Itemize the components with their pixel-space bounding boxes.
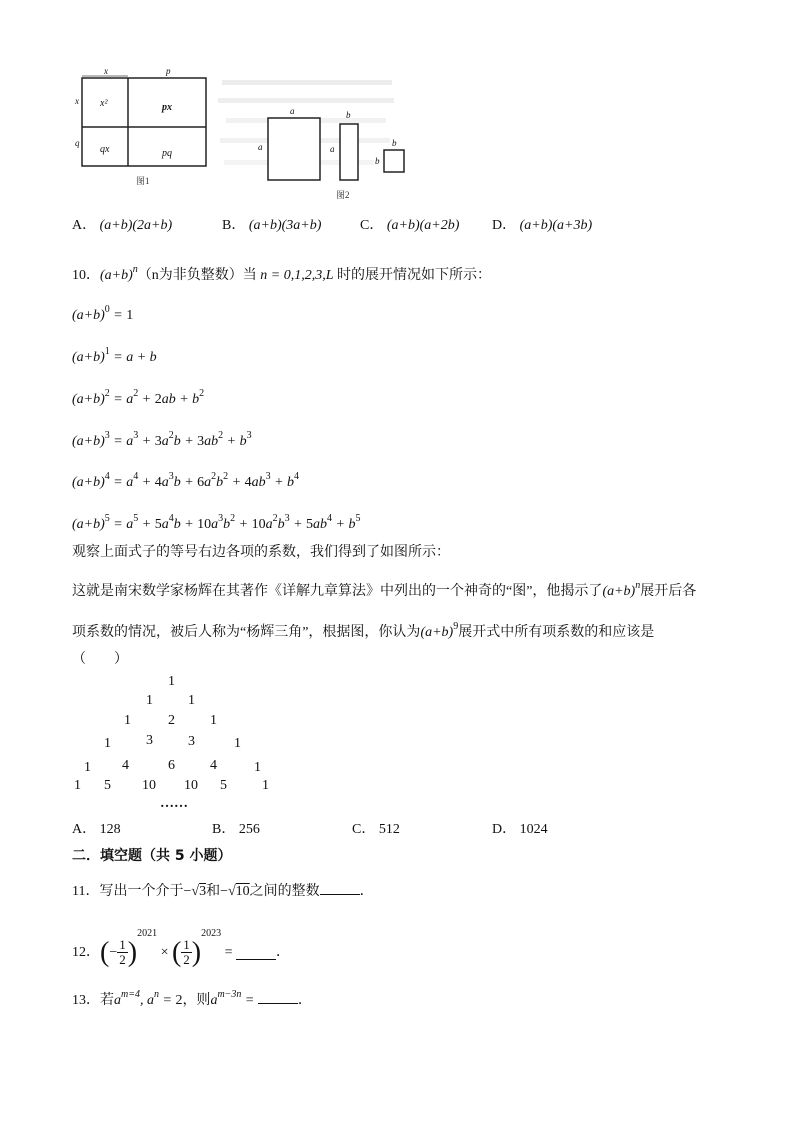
q10-option-a-letter: A．: [72, 822, 97, 837]
triangle-number: 1: [262, 778, 269, 793]
section-2-title: 二．填空题（共 5 小题）: [72, 848, 232, 864]
fig2-label-b-top: b: [346, 110, 351, 120]
q10-option-b[interactable]: [212, 820, 260, 840]
q10-paragraph-line2: [72, 617, 654, 643]
q11-part1: 写出一个介于: [99, 884, 184, 899]
q12-end: ．: [276, 944, 291, 960]
q12-right-paren-2: ): [191, 936, 202, 968]
q12-left-paren-2: (: [171, 936, 182, 968]
fig2-label-a-mid: a: [330, 144, 335, 154]
q9-option-a[interactable]: [72, 216, 172, 236]
triangle-number: 4: [210, 758, 217, 773]
q10-binomial: $(a+b)^n$: [100, 264, 138, 283]
q10-option-a[interactable]: [72, 820, 121, 840]
q10-intro-part2: n = 0,1,2,3,L: [260, 268, 334, 283]
q10-option-b-text: 256: [238, 822, 260, 837]
q12-left-paren-1: (: [100, 936, 110, 968]
q9-option-d-text: (a+b)(a+3b): [519, 218, 593, 233]
fig1-cell-x2: x²: [100, 98, 108, 109]
q10-option-b-letter: B．: [212, 822, 236, 837]
fig2-label-b-small-left: b: [375, 156, 380, 166]
q10-para-line2-part1: 项系数的情况，被后人称为“杨辉三角”，根据图，你认为: [72, 625, 421, 640]
q9-option-b-text: (a+b)(3a+b): [248, 218, 322, 233]
fig2-label-b-small-top: b: [392, 138, 397, 148]
q12-number: 12．: [72, 944, 100, 960]
q10-option-d-text: 1024: [519, 822, 548, 837]
q10-para-part1: 这就是南宋数学家杨辉在其著作《详解九章算法》中列出的一个神奇的“图”，他揭示了: [72, 584, 603, 599]
q12-right-paren-1: ): [127, 936, 138, 968]
q10-option-c[interactable]: [352, 820, 400, 840]
q10-para-binomial-9: $(a+b)^9$: [420, 621, 459, 640]
fig1-caption: 图1: [136, 176, 150, 186]
triangle-number: 1: [84, 760, 91, 775]
fig1-label-x-left: x: [75, 96, 79, 106]
triangle-number: 10: [142, 778, 156, 793]
fig1-cell-qx: qx: [100, 144, 110, 155]
q11-part2: 和: [206, 884, 221, 899]
fig1-label-q-left: q: [75, 138, 80, 148]
triangle-number: 1: [168, 674, 175, 689]
expansion-4: $(a+b)^4 = a^4 + 4a^3b + 6a^2b^2 + 4ab^3 + b^4$: [72, 471, 300, 490]
q13-target: $a^{m-3n}$ =: [210, 989, 258, 1008]
triangle-number: 3: [188, 734, 195, 749]
triangle-number: 1: [254, 760, 261, 775]
fig2-caption: 图2: [336, 190, 350, 200]
figure-1: [72, 66, 212, 200]
q13-number: 13．: [72, 993, 100, 1008]
triangle-number: 5: [104, 778, 111, 793]
q11-answer-blank[interactable]: [320, 880, 360, 895]
q11-neg-sqrt3: −√3: [183, 884, 207, 899]
q10-option-c-text: 512: [378, 822, 400, 837]
triangle-number: 1: [74, 778, 81, 793]
fig1-cell-pq: pq: [162, 148, 172, 159]
q10-option-d-letter: D．: [492, 822, 517, 837]
q9-option-c-letter: C．: [360, 218, 384, 233]
triangle-number: 1: [188, 693, 195, 708]
triangle-number: 2: [168, 713, 175, 728]
q9-option-a-text: (a+b)(2a+b): [99, 218, 173, 233]
triangle-number: 6: [168, 758, 175, 773]
q12-answer-blank[interactable]: [236, 945, 276, 960]
fig1-label-p-top: p: [166, 66, 171, 76]
q9-option-c[interactable]: [360, 216, 459, 236]
q9-option-c-text: (a+b)(a+2b): [386, 218, 460, 233]
q10-option-d[interactable]: [492, 820, 548, 840]
q13-part1: 若: [100, 993, 114, 1008]
q13-part2: ，则: [182, 993, 211, 1008]
q10-intro-part1: （n为非负整数）当: [137, 268, 257, 283]
q10-option-c-letter: C．: [352, 822, 376, 837]
q10-answer-bracket: （ ）: [72, 652, 128, 667]
fig1-label-x-top: x: [104, 66, 108, 76]
triangle-number: 4: [122, 758, 129, 773]
yanghui-triangle: [70, 672, 300, 822]
fig2-label-a-left: a: [258, 142, 263, 152]
fig2-label-a-top: a: [290, 106, 295, 116]
triangle-number: 1: [234, 736, 241, 751]
q10-para-binomial-n: $(a+b)^n$: [602, 580, 641, 599]
q12-half: $\frac{1}{2}$: [183, 937, 190, 968]
q10-intro-part3: 时的展开情况如下所示：: [337, 268, 492, 283]
triangle-number: 1: [124, 713, 131, 728]
figure-2: [252, 104, 412, 200]
q12-neg-half: − $\frac{1}{2}$: [109, 937, 126, 968]
q13-condition: $a^{m=4}$, $a^n = 2$: [114, 989, 183, 1008]
triangle-number: 5: [220, 778, 227, 793]
q10-intro: [72, 260, 491, 286]
q11-neg-sqrt10: −√10: [220, 884, 250, 899]
triangle-number: 10: [184, 778, 198, 793]
triangle-number: 1: [146, 693, 153, 708]
q10-option-a-text: 128: [99, 822, 121, 837]
question-11: [72, 880, 374, 902]
q10-number: 10．: [72, 268, 100, 283]
triangle-ellipsis: ……: [160, 796, 188, 811]
q9-option-a-letter: A．: [72, 218, 97, 233]
q9-option-b-letter: B．: [222, 218, 246, 233]
q9-option-b[interactable]: [222, 216, 321, 236]
q13-part3: ．: [297, 993, 312, 1008]
q9-option-d[interactable]: [492, 216, 592, 236]
q9-option-d-letter: D．: [492, 218, 517, 233]
q13-answer-blank[interactable]: [258, 989, 298, 1004]
q10-observe: 观察上面式子的等号右边各项的系数，我们得到了如图所示：: [72, 545, 450, 560]
expansion-5: $(a+b)^5 = a^5 + 5a^4b + 10a^3b^2 + 10a^2b^3 + 5ab^4 + b^5$: [72, 513, 361, 532]
expansion-3: $(a+b)^3 = a^3 + 3a^2b + 3ab^2 + b^3$: [72, 430, 252, 449]
q11-number: 11．: [72, 884, 100, 899]
expansion-1: $(a+b)^1 = a + b$: [72, 346, 157, 365]
triangle-number: 1: [104, 736, 111, 751]
triangle-number: 3: [146, 733, 153, 748]
q11-part3: 之间的整数: [249, 884, 320, 899]
q10-para-part2: 展开后各: [640, 584, 697, 599]
question-13: [72, 985, 312, 1011]
triangle-number: 1: [210, 713, 217, 728]
fig1-cell-px: px: [162, 102, 172, 113]
q10-para-line2-part2: 展开式中所有项系数的和应该是: [458, 625, 655, 640]
q11-part4: ．: [359, 884, 374, 899]
question-12: 12．(− $\frac{1}{2}$ )$^{2021}$ × ( $\frac{1}{2}$ )$^{2023}$ = ．: [72, 928, 291, 968]
expansion-2: $(a+b)^2 = a^2 + 2ab + b^2$: [72, 388, 205, 407]
q10-paragraph-line1: [72, 576, 696, 602]
expansion-0: $(a+b)^0 = 1$: [72, 304, 134, 323]
